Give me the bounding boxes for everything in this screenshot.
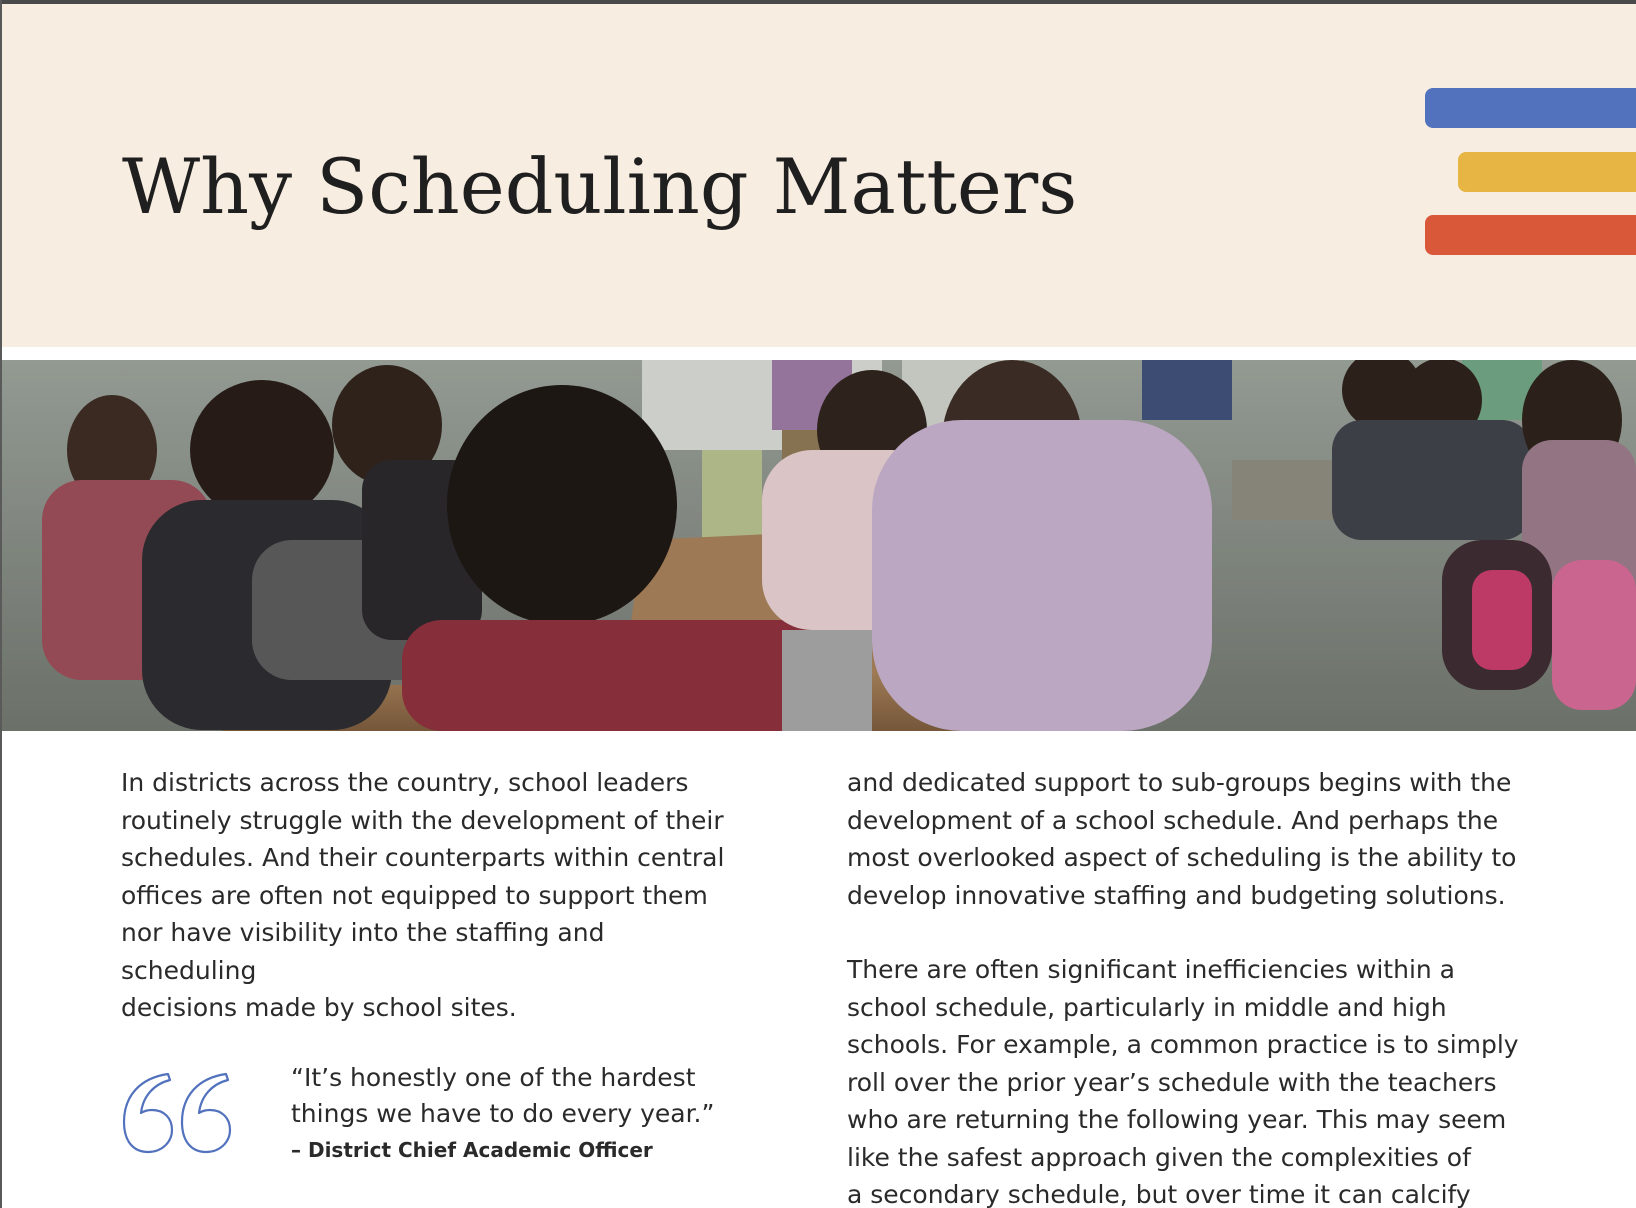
pull-quote bbox=[291, 1060, 751, 1162]
decorative-bar-yellow bbox=[1458, 152, 1636, 192]
quote-text: “It’s honestly one of the hardest things we have to do every year.” bbox=[291, 1063, 715, 1128]
left-column bbox=[121, 764, 741, 1027]
quote-attribution: – District Chief Academic Officer bbox=[291, 1138, 653, 1162]
quote-mark-icon bbox=[120, 1070, 232, 1156]
classroom-photo bbox=[2, 360, 1636, 731]
page-title: Why Scheduling Matters bbox=[122, 142, 1078, 231]
right-column bbox=[847, 764, 1547, 1208]
right-paragraph-2: There are often significant inefficiencies within a school schedule, particularly in middle and high schools. For example, a common practice is to simply roll over the prior year’s schedule with the teachers who are returning the following year. This may seem like the safest approach given the complexities of a secondary schedule, but over time it can calcify bbox=[847, 955, 1519, 1208]
intro-paragraph: In districts across the country, school leaders routinely struggle with the development of their schedules. And their counterparts within central offices are often not equipped to support them nor have visibility into the staffing and scheduling decisions made by school sites. bbox=[121, 768, 725, 1022]
decorative-bar-orange bbox=[1425, 215, 1636, 255]
decorative-bar-blue bbox=[1425, 88, 1636, 128]
right-paragraph-1: and dedicated support to sub-groups begins with the development of a school schedule. And perhaps the most overlooked aspect of scheduling is the ability to develop innovative staffing and budgeting solutions. bbox=[847, 768, 1517, 910]
header-banner bbox=[2, 4, 1636, 347]
